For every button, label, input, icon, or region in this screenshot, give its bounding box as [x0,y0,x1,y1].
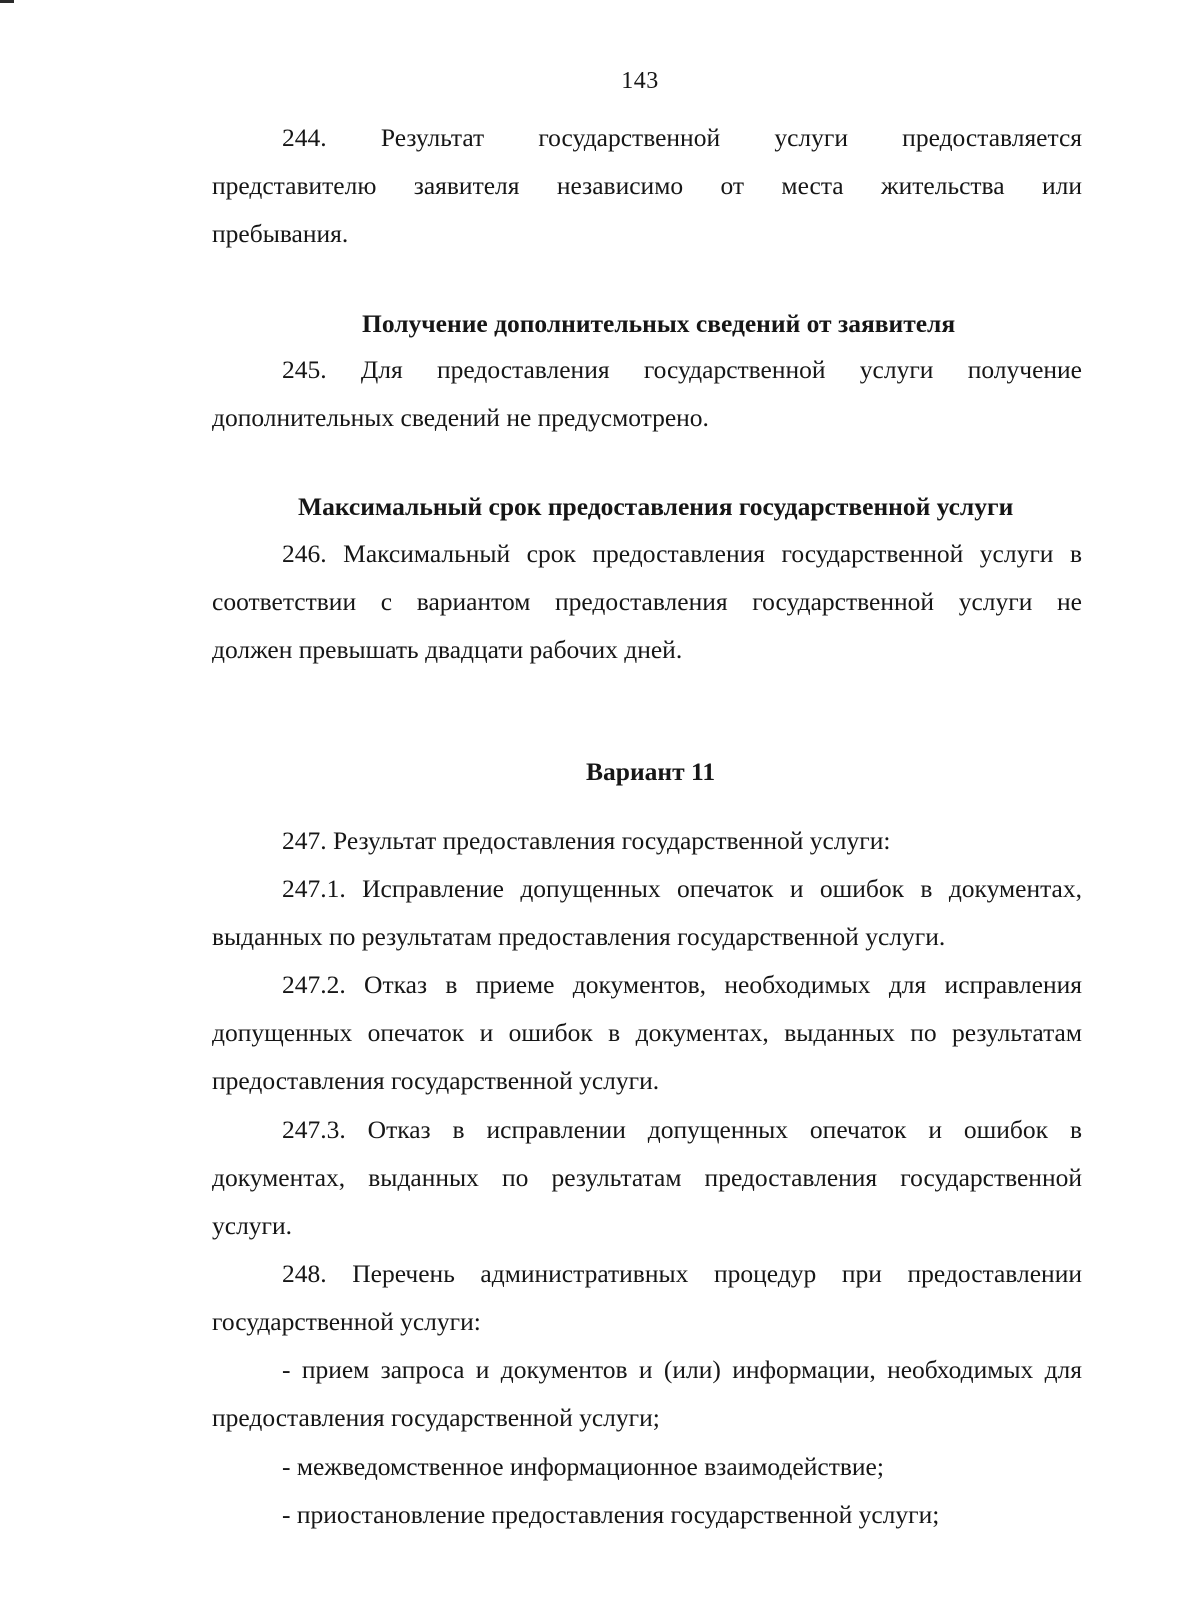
paragraph-247-line-1: 247. Результат предоставления государственной услуги: [282,826,891,855]
paragraph-247-1-line-1: 247.1. Исправление допущенных опечаток и ошибок в документах, [282,874,1082,903]
section-heading-additional-info: Получение дополнительных сведений от заявителя [362,309,956,338]
paragraph-247-1-line-2: выданных по результатам предоставления государственной услуги. [212,922,946,951]
paragraph-247-3-line-3: услуги. [212,1211,293,1240]
paragraph-247-2-line-2: допущенных опечаток и ошибок в документах, выданных по результатам [212,1018,1082,1047]
paragraph-247-3-line-1: 247.3. Отказ в исправлении допущенных опечаток и ошибок в [282,1115,1082,1144]
paragraph-247-2-line-3: предоставления государственной услуги. [212,1066,660,1095]
paragraph-245-line-2: дополнительных сведений не предусмотрено. [212,403,709,432]
section-heading-max-term: Максимальный срок предоставления государственной услуги [298,492,1014,521]
paragraph-248-line-2: государственной услуги: [212,1307,481,1336]
page-number: 143 [621,68,659,94]
paragraph-244-line-1: 244. Результат государственной услуги предоставляется [282,123,1082,152]
section-heading-variant-11: Вариант 11 [586,757,716,786]
list-item-1-line-1: - прием запроса и документов и (или) информации, необходимых для [282,1355,1082,1384]
paragraph-248-line-1: 248. Перечень административных процедур при предоставлении [282,1259,1082,1288]
list-item-3: - приостановление предоставления государственной услуги; [282,1500,940,1529]
paragraph-246-line-1: 246. Максимальный срок предоставления государственной услуги в [282,539,1082,568]
paragraph-245-line-1: 245. Для предоставления государственной услуги получение [282,355,1082,384]
scan-artifact-mark [0,0,14,3]
paragraph-247-2-line-1: 247.2. Отказ в приеме документов, необходимых для исправления [282,970,1082,999]
list-item-2: - межведомственное информационное взаимодействие; [282,1452,884,1481]
list-item-1-line-2: предоставления государственной услуги; [212,1403,660,1432]
paragraph-246-line-3: должен превышать двадцати рабочих дней. [212,635,683,664]
paragraph-247-3-line-2: документах, выданных по результатам предоставления государственной [212,1163,1082,1192]
paragraph-246-line-2: соответствии с вариантом предоставления государственной услуги не [212,587,1082,616]
paragraph-244-line-2: представителю заявителя независимо от места жительства или [212,171,1082,200]
paragraph-244-line-3: пребывания. [212,219,349,248]
